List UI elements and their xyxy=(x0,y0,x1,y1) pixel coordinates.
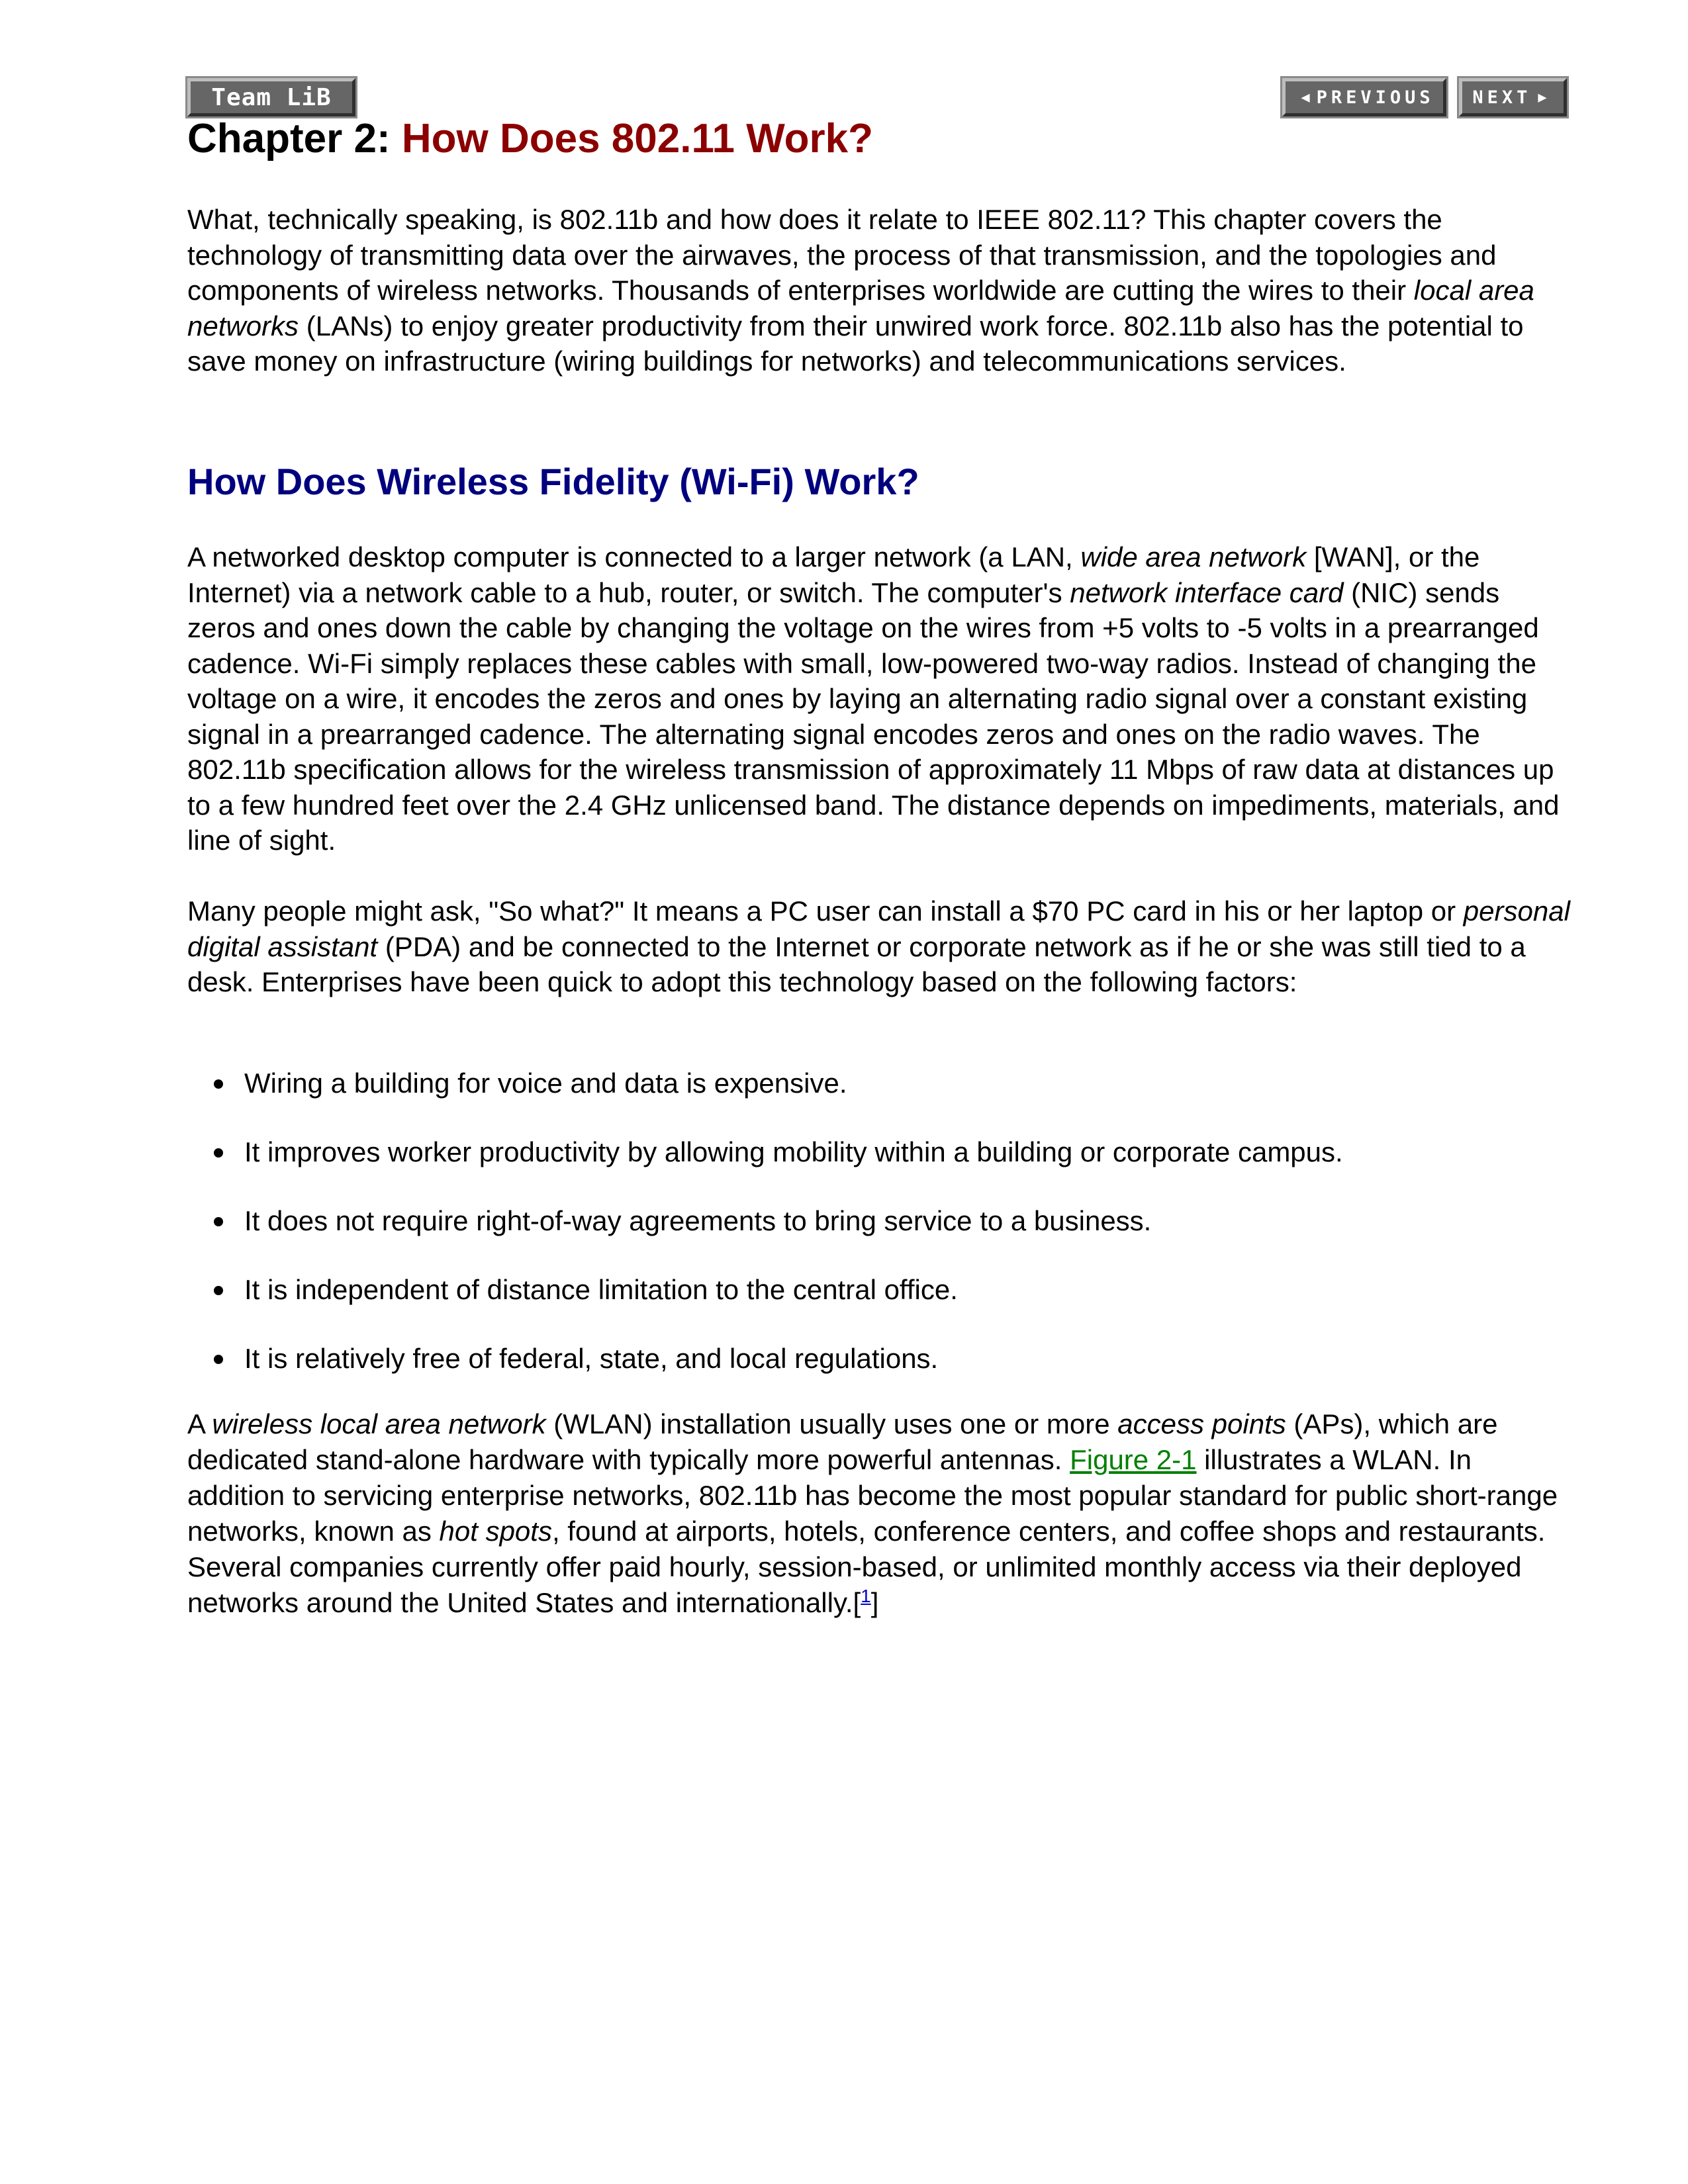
list-item xyxy=(187,1341,1564,1410)
section-heading: How Does Wireless Fidelity (Wi-Fi) Work? xyxy=(187,461,919,502)
wifi-text-3: (NIC) sends zeros and ones down the cable by changing the voltage on the wires from +5 volts to -5 volts in a prearranged cadence. Wi-Fi simply replaces these cables with small, low-powered two-way radios. Instead of changing the voltage on a wire, it encodes the zeros and ones by laying an alternating radio signal over a constant existing signal in a prearranged cadence. The alternating signal encodes zeros and ones on the radio waves. The 802.11b specification allows for the wireless transmission of approximately 11 Mbps of raw data at distances up to a few hundred feet over the 2.4 GHz unlicensed band. The distance depends on impediments, materials, and line of sight. xyxy=(187,576,1560,856)
bullet-icon xyxy=(214,1286,223,1295)
intro-term-lan: local area networks xyxy=(187,275,1534,341)
arrow-left-icon: ◀ xyxy=(1301,89,1310,106)
list-item-text: Wiring a building for voice and data is expensive. xyxy=(244,1068,847,1099)
figure-2-1-link[interactable]: Figure 2-1 xyxy=(1070,1444,1197,1475)
chapter-title: How Does 802.11 Work? xyxy=(401,116,873,161)
next-button[interactable] xyxy=(1459,78,1567,116)
wifi-text-2: [WAN], or the Internet) via a network cable to a hub, router, or switch. The computer's xyxy=(187,541,1480,608)
team-lib-label: Team LiB xyxy=(211,83,332,111)
wlan-text-2: (WLAN) installation usually uses one or more xyxy=(545,1408,1118,1439)
why-text-1: Many people might ask, "So what?" It means a PC user can install a $70 PC card in his or her laptop or xyxy=(187,895,1464,927)
chapter-prefix: Chapter 2: xyxy=(187,116,402,161)
intro-paragraph xyxy=(187,202,1571,379)
footnote-1-link[interactable]: 1 xyxy=(861,1586,871,1606)
previous-button[interactable] xyxy=(1282,78,1446,116)
footnote-bracket-open: [ xyxy=(853,1587,861,1618)
factors-list xyxy=(187,1066,1564,1410)
team-lib-button[interactable] xyxy=(187,78,355,116)
wifi-paragraph xyxy=(187,539,1571,858)
bullet-icon xyxy=(214,1148,223,1158)
previous-label: PREVIOUS xyxy=(1316,87,1434,108)
wlan-term-ap: access points xyxy=(1117,1408,1286,1439)
list-item-text: It improves worker productivity by allowing mobility within a building or corporate campus. xyxy=(244,1136,1343,1167)
why-paragraph xyxy=(187,893,1571,1000)
bullet-icon xyxy=(214,1217,223,1226)
intro-text-2: (LANs) to enjoy greater productivity from their unwired work force. 802.11b also has the potential to save money on infrastructure (wiring buildings for networks) and telecommunications services. xyxy=(187,310,1524,377)
list-item xyxy=(187,1203,1564,1272)
wifi-term-nic: network interface card xyxy=(1070,576,1344,608)
footnote-sup xyxy=(861,1586,871,1606)
list-item xyxy=(187,1272,1564,1341)
next-label: NEXT xyxy=(1472,87,1532,108)
wlan-text-3: (APs), which are dedicated stand-alone hardware with typically more powerful antennas. xyxy=(187,1408,1498,1475)
list-item-text: It does not require right-of-way agreements to bring service to a business. xyxy=(244,1205,1152,1236)
wlan-term-hotspots: hot spots xyxy=(439,1516,552,1547)
bullet-icon xyxy=(214,1079,223,1089)
wlan-paragraph xyxy=(187,1406,1571,1621)
wifi-text-1: A networked desktop computer is connected to a larger network (a LAN, xyxy=(187,541,1081,572)
why-text-2: (PDA) and be connected to the Internet or corporate network as if he or she was still tied to a desk. Enterprises have been quick to adopt this technology based on the following factors: xyxy=(187,931,1526,997)
list-item xyxy=(187,1134,1564,1203)
list-item-text: It is independent of distance limitation to the central office. xyxy=(244,1274,958,1305)
wlan-text-5: , found at airports, hotels, conference centers, and coffee shops and restaurants. Several companies currently offer paid hourly, session-based, or unlimited monthly access via their deployed networks around the United States and internationally. xyxy=(187,1516,1546,1618)
footnote-bracket-close: ] xyxy=(870,1587,879,1618)
why-term-pda: personal digital assistant xyxy=(187,895,1570,962)
list-item-text: It is relatively free of federal, state, and local regulations. xyxy=(244,1343,939,1374)
bullet-icon xyxy=(214,1355,223,1364)
arrow-right-icon: ▶ xyxy=(1538,89,1547,106)
list-item xyxy=(187,1066,1564,1134)
wifi-term-wan: wide area network xyxy=(1080,541,1307,572)
chapter-heading xyxy=(187,113,873,165)
wlan-text-4: illustrates a WLAN. In addition to servicing enterprise networks, 802.11b has become the most popular standard for public short-range networks, known as xyxy=(187,1444,1558,1547)
wlan-text-1: A xyxy=(187,1408,212,1439)
intro-text-1: What, technically speaking, is 802.11b and how does it relate to IEEE 802.11? This chapter covers the technology of transmitting data over the airwaves, the process of that transmission, and the topologies and components of wireless networks. Thousands of enterprises worldwide are cutting the wires to their xyxy=(187,204,1497,306)
wlan-term-wlan: wireless local area network xyxy=(212,1408,546,1439)
